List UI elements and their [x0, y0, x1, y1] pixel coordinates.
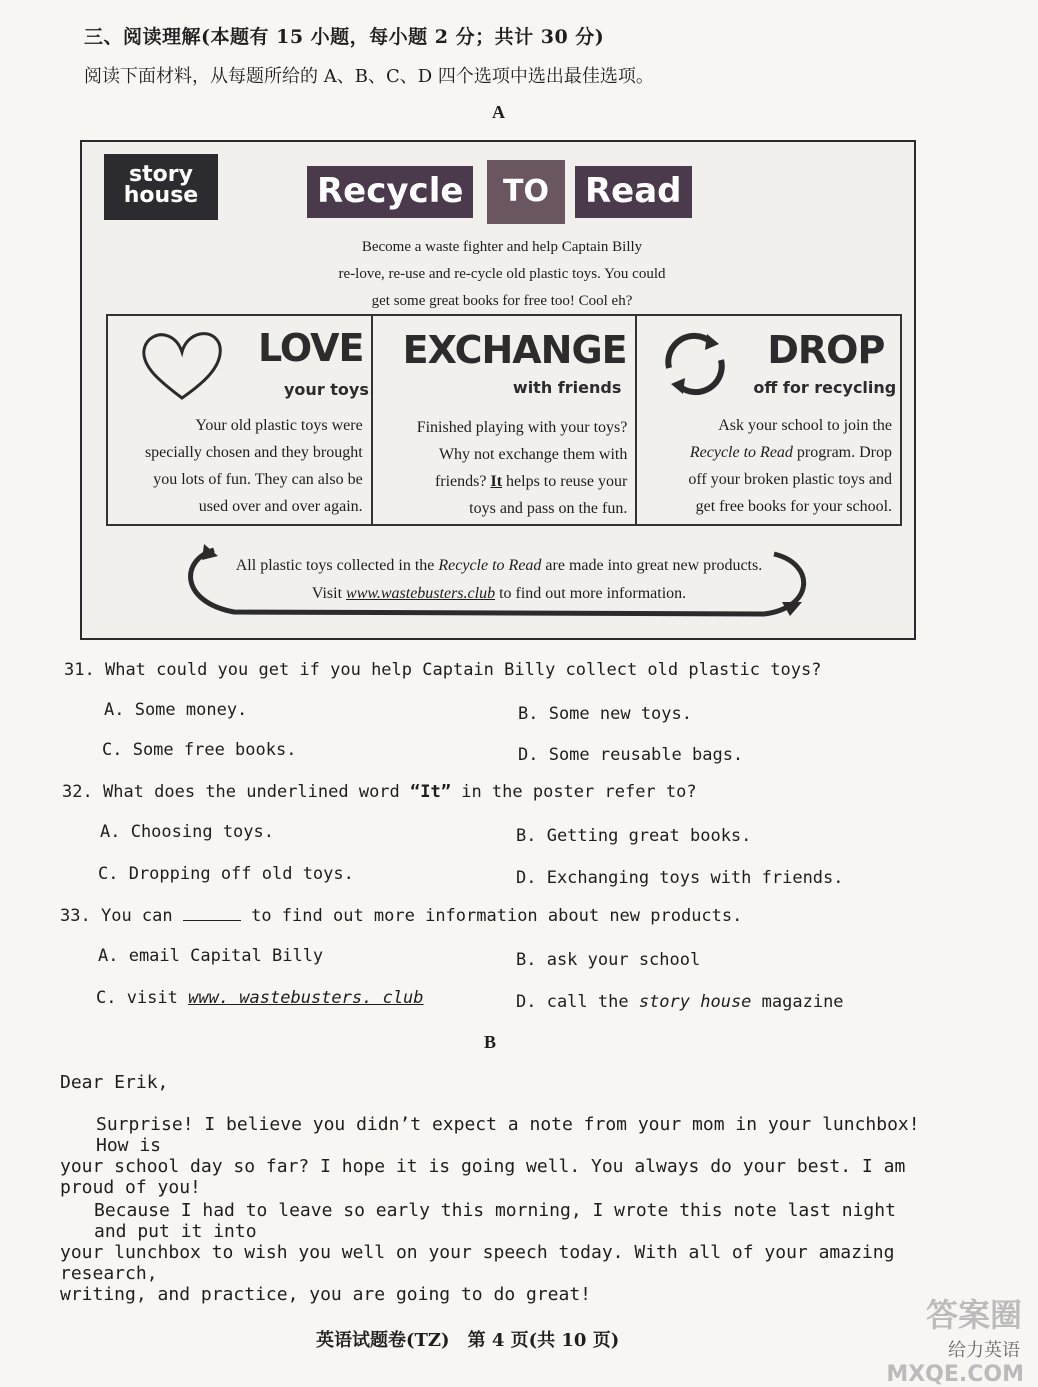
footer-line2	[174, 580, 824, 608]
poster-panels	[106, 314, 902, 526]
q31-text: What could you get if you help Captain Billy collect old plastic toys?	[104, 660, 822, 680]
banner-to: TO	[487, 160, 565, 224]
exchange-panel	[373, 316, 638, 524]
question-31	[64, 660, 821, 680]
q32-num: 32.	[62, 782, 93, 802]
drop-line	[688, 439, 892, 466]
drop-text	[688, 412, 892, 520]
q33-blank	[183, 920, 241, 921]
q33-option-d[interactable]	[516, 992, 844, 1012]
question-33	[60, 906, 742, 926]
intro-line: Become a waste fighter and help Captain Billy	[361, 239, 643, 255]
q33-text-pre: You can	[100, 906, 183, 926]
watermark-line1: 答案圈	[925, 1296, 1022, 1334]
love-panel	[108, 316, 373, 524]
q33-text-post: to find out more information about new products.	[240, 906, 743, 926]
drop-line: get free books for your school.	[695, 498, 893, 515]
q31-option-c[interactable]: C. Some free books.	[102, 740, 297, 760]
q32-option-d[interactable]: D. Exchanging toys with friends.	[516, 868, 844, 888]
q33-option-c[interactable]	[96, 988, 424, 1008]
intro-line: re-love, re-use and re-cycle old plastic toys. You could	[338, 266, 666, 282]
story-house-logo	[104, 154, 218, 220]
drop-line2-ital: Recycle to Read	[689, 444, 793, 461]
footer-pre: All plastic toys collected in the	[235, 557, 439, 574]
q32-option-b[interactable]: B. Getting great books.	[516, 826, 752, 846]
footer-ital: Recycle to Read	[438, 557, 542, 574]
love-line: Your old plastic toys were	[195, 417, 363, 434]
exchange-line: Why not exchange them with	[438, 446, 628, 463]
letter-p2-line3: writing, and practice, you are going to do great!	[60, 1284, 592, 1305]
recycle-to-read-banner	[307, 160, 697, 224]
letter-p1-line1: Surprise! I believe you didn’t expect a note from your mom in your lunchbox! How is	[96, 1114, 920, 1156]
footer2-post: to find out more information.	[495, 585, 687, 602]
banner-read: Read	[575, 166, 692, 218]
section-instruction: 阅读下面材料，从每题所给的 A、B、C、D 四个选项中选出最佳选项。	[84, 66, 654, 87]
q31-num: 31.	[64, 660, 95, 680]
footer-post: are made into great new products.	[541, 557, 763, 574]
exchange-text	[417, 414, 628, 522]
footer-line1	[174, 552, 824, 580]
q33-d-pre: D. call the	[516, 992, 639, 1012]
drop-line2-post: program. Drop	[792, 444, 893, 461]
section-heading: 三、阅读理解(本题有 15 小题，每小题 2 分；共计 30 分)	[84, 26, 605, 48]
q31-option-d[interactable]: D. Some reusable bags.	[518, 745, 744, 765]
exchange-subtitle: with friends	[512, 378, 622, 397]
q33-option-b[interactable]: B. ask your school	[516, 950, 701, 970]
heart-icon	[138, 330, 226, 402]
q33-d-post: magazine	[751, 992, 844, 1012]
exchange-line	[417, 468, 628, 495]
underlined-it: It	[490, 473, 503, 490]
drop-subtitle: off for recycling	[753, 378, 897, 397]
q33-num: 33.	[60, 906, 91, 926]
question-32	[62, 782, 697, 802]
poster-intro	[282, 234, 722, 315]
banner-recycle: Recycle	[307, 166, 473, 218]
logo-line2: house	[123, 183, 199, 208]
q32-option-a[interactable]: A. Choosing toys.	[100, 822, 274, 842]
q33-c-pre: C. visit	[96, 988, 189, 1008]
passage-a-label: A	[492, 102, 505, 122]
watermark-line2: 给力英语	[948, 1340, 1020, 1361]
exchange-line3-pre: friends?	[434, 473, 491, 490]
letter-salutation: Dear Erik,	[60, 1072, 169, 1093]
love-line: specially chosen and they brought	[144, 444, 363, 461]
love-line: used over and over again.	[198, 498, 363, 515]
drop-title: DROP	[767, 328, 885, 372]
drop-panel	[637, 316, 900, 524]
letter-p1-line2: your school day so far? I hope it is going well. You always do your best. I am proud of you!	[60, 1156, 906, 1198]
q31-option-b[interactable]: B. Some new toys.	[518, 704, 692, 724]
footer2-pre: Visit	[311, 585, 347, 602]
letter-p2-line1: Because I had to leave so early this morning, I wrote this note last night and put it into	[94, 1200, 896, 1242]
q32-text-post: in the poster refer to?	[450, 782, 697, 802]
recycle-icon	[657, 328, 733, 400]
logo-line1: story	[129, 162, 193, 187]
love-line: you lots of fun. They can also be	[153, 471, 363, 488]
q33-option-a[interactable]: A. email Capital Billy	[98, 946, 324, 966]
q33-c-link: www. wastebusters. club	[188, 988, 424, 1008]
exchange-title: EXCHANGE	[402, 328, 627, 372]
q33-d-ital: story house	[638, 992, 752, 1012]
exchange-line: toys and pass on the fun.	[469, 500, 628, 517]
q32-option-c[interactable]: C. Dropping off old toys.	[98, 864, 354, 884]
love-text	[145, 412, 363, 520]
love-title: LOVE	[258, 326, 364, 370]
intro-line: get some great books for free too! Cool eh?	[371, 293, 633, 309]
exchange-line3-post: helps to reuse your	[502, 473, 628, 490]
wastebusters-link[interactable]: www.wastebusters.club	[346, 585, 496, 602]
watermark-line3: MXQE.COM	[886, 1362, 1024, 1387]
letter-p2-line2: your lunchbox to wish you well on your speech today. With all of your amazing research,	[60, 1242, 895, 1284]
watermark	[880, 1290, 1030, 1387]
drop-line: off your broken plastic toys and	[688, 471, 893, 488]
recycle-poster	[80, 140, 916, 640]
q32-text-pre: What does the underlined word	[102, 782, 411, 802]
passage-b-label: B	[484, 1032, 497, 1052]
poster-footer	[174, 552, 824, 608]
love-subtitle: your toys	[284, 380, 369, 399]
drop-line: Ask your school to join the	[718, 417, 893, 434]
q32-word: “It”	[410, 782, 451, 802]
exchange-line: Finished playing with your toys?	[416, 419, 628, 436]
q31-option-a[interactable]: A. Some money.	[104, 700, 248, 720]
page-footer: 英语试题卷(TZ) 第 4 页(共 10 页)	[316, 1330, 620, 1351]
